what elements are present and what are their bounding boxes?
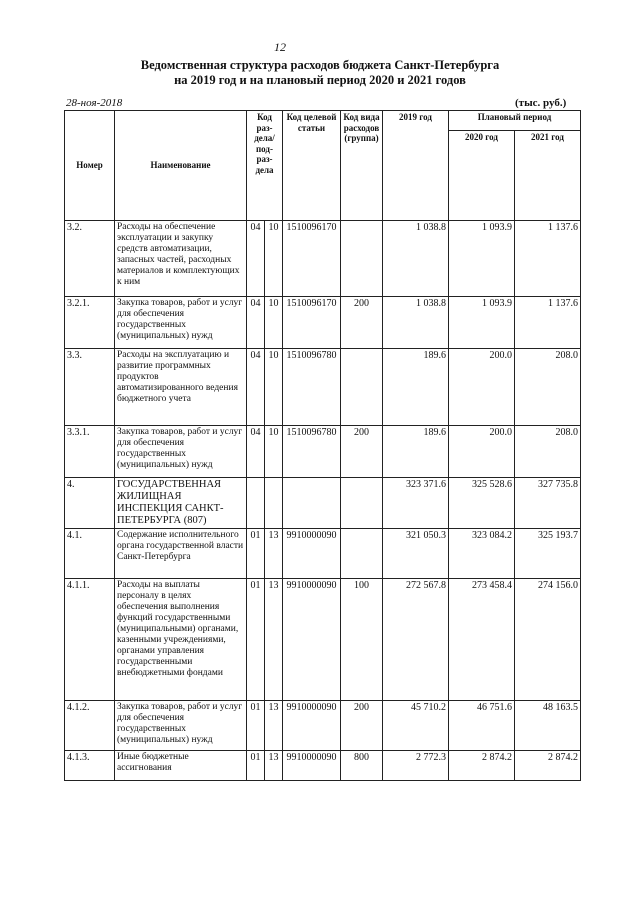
row-target-code: 9910000090 [283,579,341,701]
row-subsection-code: 10 [265,297,283,349]
table-row [65,426,581,478]
header-section-code: Код раз- дела/ под- раз- дела [247,111,283,221]
row-value-2019: 272 567.8 [383,579,449,701]
row-target-code: 9910000090 [283,751,341,781]
row-value-2021: 327 735.8 [515,478,581,529]
table-body [65,221,581,781]
row-value-2020: 46 751.6 [449,701,515,751]
row-subsection-code: 13 [265,579,283,701]
row-subsection-code [265,478,283,529]
row-expense-type [341,221,383,297]
row-value-2019: 321 050.3 [383,529,449,579]
row-name: Закупка товаров, работ и услуг для обеспечения государственных (муниципальных) нужд [115,297,247,349]
row-target-code: 9910000090 [283,701,341,751]
table-row [65,529,581,579]
row-name: ГОСУДАРСТВЕННАЯ ЖИЛИЩНАЯ ИНСПЕКЦИЯ САНКТ-ПЕТЕРБУРГА (807) [115,478,247,529]
row-value-2021: 2 874.2 [515,751,581,781]
title-line-2: на 2019 год и на плановый период 2020 и 2021 годов [174,73,466,87]
row-section-code: 01 [247,751,265,781]
row-target-code: 1510096170 [283,221,341,297]
header-year-2019: 2019 год [383,111,449,221]
row-name: Закупка товаров, работ и услуг для обеспечения государственных (муниципальных) нужд [115,701,247,751]
table-row [65,349,581,426]
row-number: 3.3. [65,349,115,426]
table-row [65,297,581,349]
row-name: Расходы на эксплуатацию и развитие программных продуктов автоматизированного ведения бюджетного учета [115,349,247,426]
row-value-2021: 208.0 [515,426,581,478]
table-row [65,579,581,701]
row-subsection-code: 13 [265,529,283,579]
table-row [65,701,581,751]
row-value-2020: 323 084.2 [449,529,515,579]
page-number: 12 [274,40,286,54]
row-name: Содержание исполнительного органа государственной власти Санкт-Петербурга [115,529,247,579]
row-value-2020: 1 093.9 [449,221,515,297]
row-section-code: 01 [247,701,265,751]
row-section-code: 04 [247,349,265,426]
table-row [65,221,581,297]
row-number: 3.3.1. [65,426,115,478]
row-section-code: 04 [247,426,265,478]
header-expense-type-code: Код вида расходов (группа) [341,111,383,221]
row-target-code: 1510096780 [283,426,341,478]
row-target-code: 9910000090 [283,529,341,579]
row-subsection-code: 10 [265,426,283,478]
row-section-code [247,478,265,529]
row-name: Иные бюджетные ассигнования [115,751,247,781]
row-value-2020: 273 458.4 [449,579,515,701]
row-number: 4.1.1. [65,579,115,701]
header-year-2021: 2021 год [515,131,581,221]
row-number: 4.1. [65,529,115,579]
row-subsection-code: 13 [265,751,283,781]
row-value-2019: 1 038.8 [383,297,449,349]
row-expense-type [341,529,383,579]
row-number: 4. [65,478,115,529]
row-name: Закупка товаров, работ и услуг для обеспечения государственных (муниципальных) нужд [115,426,247,478]
row-section-code: 01 [247,529,265,579]
row-value-2020: 200.0 [449,426,515,478]
header-number: Номер [65,111,115,221]
row-value-2021: 325 193.7 [515,529,581,579]
report-date: 28-ноя-2018 [66,97,123,109]
row-expense-type: 200 [341,426,383,478]
row-subsection-code: 13 [265,701,283,751]
row-value-2020: 200.0 [449,349,515,426]
row-section-code: 01 [247,579,265,701]
row-section-code: 04 [247,297,265,349]
row-expense-type: 100 [341,579,383,701]
row-value-2021: 1 137.6 [515,297,581,349]
header-planned-period: Плановый период [449,111,581,131]
title-line-1: Ведомственная структура расходов бюджета Санкт-Петербурга [140,58,500,72]
row-value-2019: 2 772.3 [383,751,449,781]
row-target-code: 1510096170 [283,297,341,349]
row-subsection-code: 10 [265,221,283,297]
row-expense-type: 200 [341,701,383,751]
row-value-2020: 325 528.6 [449,478,515,529]
row-target-code [283,478,341,529]
row-number: 3.2. [65,221,115,297]
row-value-2021: 48 163.5 [515,701,581,751]
row-number: 4.1.2. [65,701,115,751]
row-value-2019: 45 710.2 [383,701,449,751]
row-expense-type: 800 [341,751,383,781]
row-value-2019: 189.6 [383,349,449,426]
budget-table [64,110,581,781]
row-value-2019: 323 371.6 [383,478,449,529]
row-expense-type [341,478,383,529]
row-value-2020: 1 093.9 [449,297,515,349]
row-value-2021: 274 156.0 [515,579,581,701]
row-expense-type [341,349,383,426]
row-number: 3.2.1. [65,297,115,349]
row-name: Расходы на выплаты персоналу в целях обеспечения выполнения функций государственными (муниципальными) органами, казенными учреждениями, органами управления государственными внебюджетными фондами [115,579,247,701]
page-title [110,58,530,88]
row-value-2019: 1 038.8 [383,221,449,297]
row-target-code: 1510096780 [283,349,341,426]
table-row [65,751,581,781]
row-expense-type: 200 [341,297,383,349]
row-name: Расходы на обеспечение эксплуатации и закупку средств автоматизации, запасных частей, расходных материалов и комплектующих к ним [115,221,247,297]
table-row [65,478,581,529]
row-value-2021: 208.0 [515,349,581,426]
header-year-2020: 2020 год [449,131,515,221]
row-value-2020: 2 874.2 [449,751,515,781]
row-section-code: 04 [247,221,265,297]
row-value-2021: 1 137.6 [515,221,581,297]
row-number: 4.1.3. [65,751,115,781]
row-value-2019: 189.6 [383,426,449,478]
unit-label: (тыс. руб.) [515,97,567,109]
header-name: Наименование [115,111,247,221]
header-target-code: Код целевой статьи [283,111,341,221]
row-subsection-code: 10 [265,349,283,426]
